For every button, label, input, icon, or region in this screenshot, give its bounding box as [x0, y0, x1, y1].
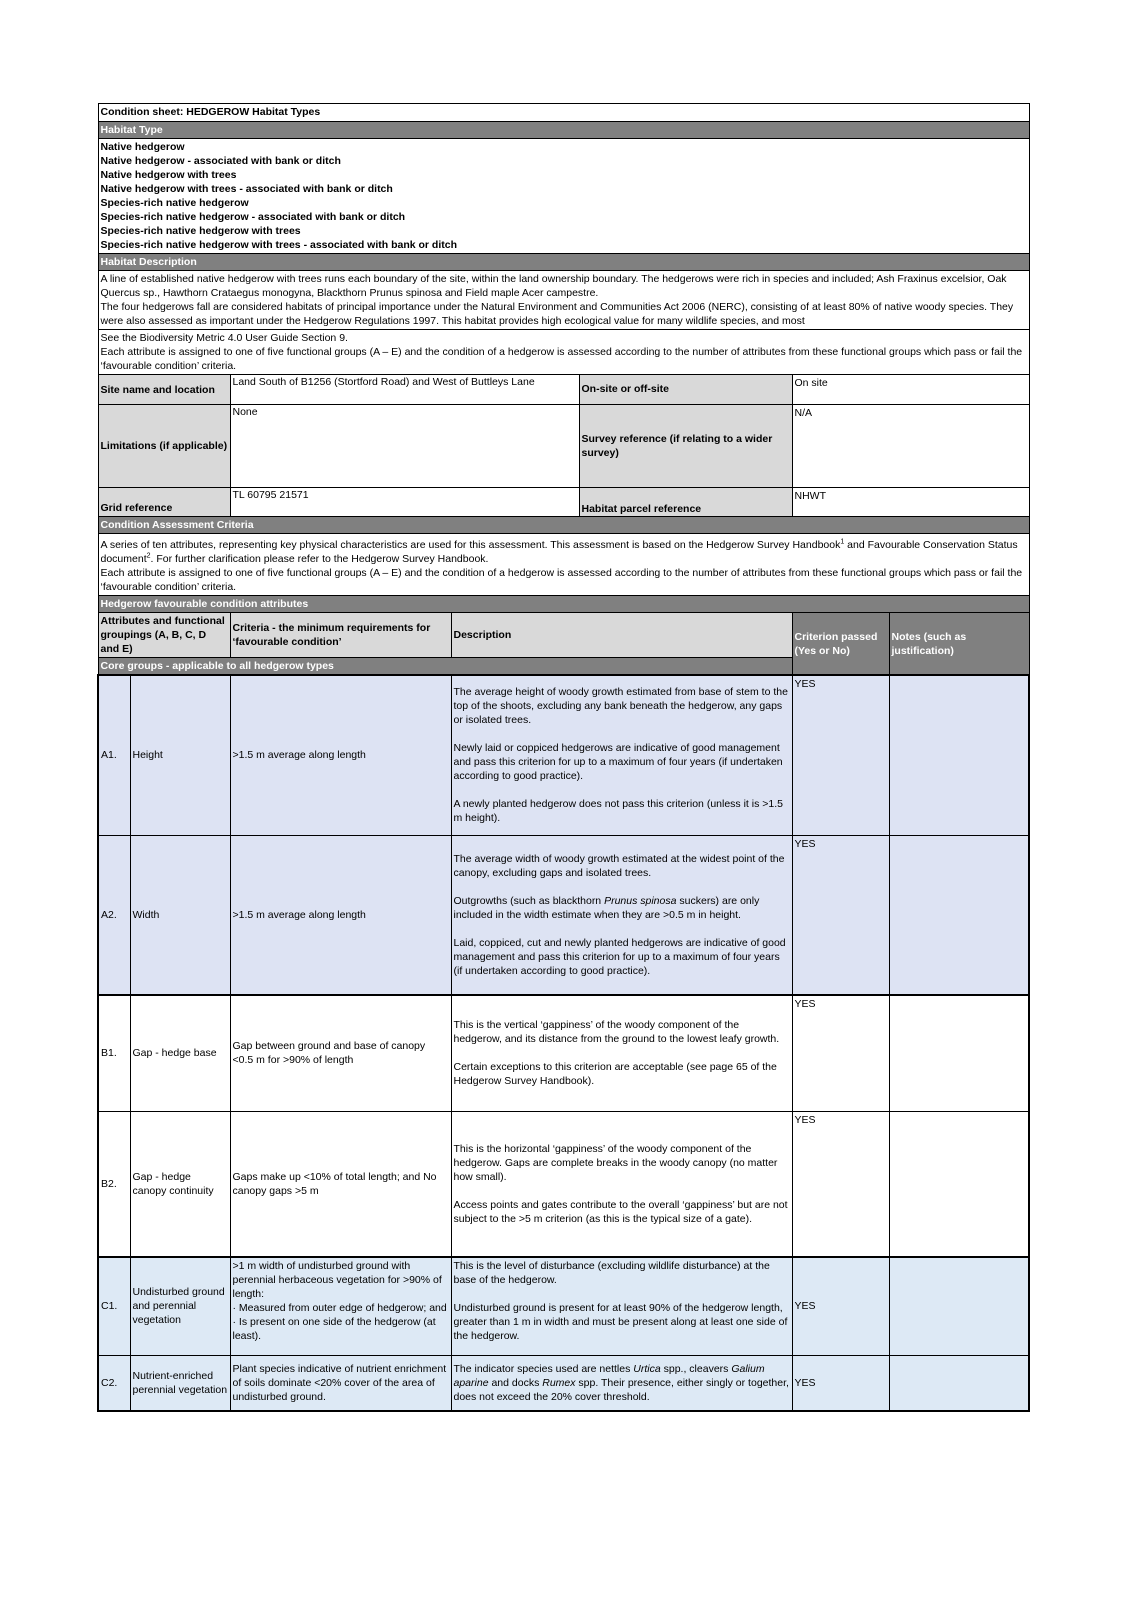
limitations-label: Limitations (if applicable): [98, 405, 230, 488]
survey-ref-label: Survey reference (if relating to a wider survey): [579, 405, 792, 487]
habitat-type-item: Species-rich native hedgerow with trees - associated with bank or ditch: [100, 239, 458, 251]
onsite-value: On site: [792, 375, 1029, 405]
habitat-type-item: Species-rich native hedgerow - associated with bank or ditch: [100, 211, 406, 223]
attr-criteria: Plant species indicative of nutrient enrichment of soils dominate <20% cover of the area of undisturbed ground.: [230, 1355, 451, 1411]
attr-name: Width: [130, 835, 230, 995]
attr-notes[interactable]: [889, 1257, 1029, 1355]
grid-reference-value: TL 60795 21571: [232, 489, 309, 501]
guide-paragraph: See the Biodiversity Metric 4.0 User Guide Section 9.: [100, 332, 348, 344]
habitat-description-text: [98, 271, 1029, 330]
guide-paragraph: Each attribute is assigned to one of five functional groups (A – E) and the condition of a hedgerow is assessed according to the number of attributes from these functional groups which pass or fail the ‘favourable condition’ criteria.: [100, 346, 1023, 372]
user-guide-note: [98, 330, 1029, 375]
desc-paragraph: This is the horizontal ‘gappiness’ of the woody component of the hedgerow. Gaps are complete breaks in the woody canopy (no matter how small).: [453, 1142, 778, 1183]
col-description: Description: [451, 613, 792, 658]
criteria-text-part: A series of ten attributes, representing key physical characteristics are used for this assessment. This assessment is based on the Hedgerow Survey Handbook: [100, 539, 841, 551]
desc-paragraph: Access points and gates contribute to the overall ‘gappiness’ but are not subject to the >5 m criterion (as this is the typical size of a gate).: [453, 1198, 788, 1225]
habitat-type-item: Species-rich native hedgerow with trees: [100, 225, 301, 237]
desc-paragraph: The average width of woody growth estimated at the widest point of the canopy, excluding gaps and isolated trees.: [453, 852, 785, 879]
parcel-reference-value: NHWT: [792, 488, 1029, 517]
attr-passed[interactable]: YES: [792, 675, 889, 835]
attr-description: [451, 995, 792, 1111]
criteria-paragraph: [101, 538, 1027, 566]
habitat-type-item: Species-rich native hedgerow: [100, 197, 249, 209]
attr-notes[interactable]: [889, 995, 1029, 1111]
desc-paragraph: A newly planted hedgerow does not pass this criterion (unless it is >1.5 m height).: [453, 798, 783, 825]
attr-code: A2.: [98, 835, 130, 995]
attr-notes[interactable]: [889, 1355, 1029, 1411]
attr-code: B1.: [98, 995, 130, 1111]
attr-name: Height: [130, 675, 230, 835]
condition-table: [97, 103, 1030, 1412]
attr-criteria: >1.5 m average along length: [230, 835, 451, 995]
attr-notes[interactable]: [889, 1111, 1029, 1257]
criteria-header: Condition Assessment Criteria: [98, 517, 1029, 534]
attr-criteria: Gaps make up <10% of total length; and No canopy gaps >5 m: [230, 1111, 451, 1257]
attr-passed[interactable]: YES: [792, 1355, 889, 1411]
attr-description: [451, 835, 792, 995]
grid-row: [230, 488, 792, 517]
attributes-header: Hedgerow favourable condition attributes: [98, 596, 1029, 613]
attr-name: Gap - hedge base: [130, 995, 230, 1111]
habitat-type-header: Habitat Type: [98, 122, 1029, 139]
attr-notes[interactable]: [889, 835, 1029, 995]
habitat-type-list: [98, 139, 1029, 254]
col-attributes: Attributes and functional groupings (A, B, C, D and E): [98, 613, 230, 658]
desc-paragraph: Outgrowths (such as blackthorn Prunus spinosa suckers) are only included in the width estimate when they are >0.5 m in height.: [453, 894, 760, 921]
attr-description: [451, 1257, 792, 1355]
attr-passed[interactable]: YES: [792, 1111, 889, 1257]
criteria-text: [98, 534, 1029, 596]
description-paragraph: A line of established native hedgerow with trees runs each boundary of the site, within the land ownership boundary. The hedgerows were rich in species and included; Ash Fraxinus excelsior, Oak Quercus sp., Hawthorn Crataegus monogyna, Blackthorn Prunus spinosa and Field maple Acer campestre.: [100, 273, 1007, 299]
desc-paragraph: This is the vertical ‘gappiness’ of the woody component of the hedgerow, and its distance from the ground to the lowest leafy growth.: [453, 1019, 780, 1046]
limitations-value: None: [232, 406, 258, 418]
grid-reference-label: Grid reference: [98, 488, 230, 517]
attr-code: A1.: [98, 675, 130, 835]
attr-passed[interactable]: YES: [792, 995, 889, 1111]
attr-criteria: >1 m width of undisturbed ground with perennial herbaceous vegetation for >90% of length: · Measured from outer edge of hedgerow; and · Is present on one side of the hedgerow (at least).: [230, 1257, 451, 1355]
attr-description: [451, 1111, 792, 1257]
col-criteria: Criteria - the minimum requirements for ‘favourable condition’: [230, 613, 451, 658]
habitat-type-item: Native hedgerow with trees: [100, 169, 237, 181]
attr-passed[interactable]: YES: [792, 1257, 889, 1355]
condition-sheet: [97, 103, 1028, 1412]
desc-paragraph: Certain exceptions to this criterion are acceptable (see page 65 of the Hedgerow Survey Handbook).: [453, 1061, 777, 1088]
habitat-type-item: Native hedgerow - associated with bank or ditch: [100, 155, 341, 167]
habitat-type-item: Native hedgerow: [100, 141, 185, 153]
habitat-type-item: Native hedgerow with trees - associated with bank or ditch: [100, 183, 393, 195]
attr-description: [451, 675, 792, 835]
attr-name: Undisturbed ground and perennial vegetation: [130, 1257, 230, 1355]
desc-paragraph: Newly laid or coppiced hedgerows are indicative of good management and pass this criterion for up to a maximum of four years (if undertaken according to good practice).: [453, 742, 783, 783]
habitat-description-header: Habitat Description: [98, 254, 1029, 271]
attr-code: C2.: [98, 1355, 130, 1411]
desc-paragraph: The indicator species used are nettles Urtica spp., cleavers Galium aparine and docks Rumex spp. Their presence, either singly or together, does not exceed the 20% cover threshold.: [453, 1362, 789, 1403]
attr-criteria: >1.5 m average along length: [230, 675, 451, 835]
site-name-text: Land South of B1256 (Stortford Road) and West of Buttleys Lane: [232, 376, 535, 388]
col-notes: Notes (such as justification): [889, 613, 1029, 676]
footnote-ref: 1: [840, 538, 845, 546]
site-name-value: [230, 375, 792, 405]
criteria-text-part: . For further clarification please refer to the Hedgerow Survey Handbook.: [150, 553, 489, 565]
desc-paragraph: The average height of woody growth estimated from base of stem to the top of the shoots, excluding any bank beneath the hedgerow, any gaps or isolated trees.: [453, 686, 788, 727]
survey-ref-value: N/A: [792, 405, 1029, 488]
attr-passed[interactable]: YES: [792, 835, 889, 995]
attr-code: B2.: [98, 1111, 130, 1257]
description-paragraph: The four hedgerows fall are considered habitats of principal importance under the Natural Environment and Communities Act 2006 (NERC), consisting of at least 80% of native woody species. They were also assessed as important under the Hedgerow Regulations 1997. This habitat provides high ecological value for many wildlife species, and most: [100, 301, 1014, 327]
criteria-text-part: and Favourable Conservation Status document: [100, 539, 1018, 565]
attr-notes[interactable]: [889, 675, 1029, 835]
parcel-reference-label: Habitat parcel reference: [579, 488, 792, 516]
attr-code: C1.: [98, 1257, 130, 1355]
attr-name: Gap - hedge canopy continuity: [130, 1111, 230, 1257]
criteria-paragraph: Each attribute is assigned to one of five functional groups (A – E) and the condition of a hedgerow is assessed according to the number of attributes from these functional groups which pass or fail the ‘favourable condition’ criteria.: [100, 567, 1023, 593]
desc-paragraph: Undisturbed ground is present for at least 90% of the hedgerow length, greater than 1 m in width and must be present along at least one side of the hedgerow.: [453, 1302, 788, 1342]
limitations-row: [230, 405, 792, 488]
attr-description: [451, 1355, 792, 1411]
site-name-label: Site name and location: [98, 375, 230, 405]
onsite-label: On-site or off-site: [579, 375, 792, 404]
footnote-ref: 2: [146, 552, 151, 560]
core-groups-header: Core groups - applicable to all hedgerow types: [98, 658, 792, 676]
desc-paragraph: Laid, coppiced, cut and newly planted hedgerows are indicative of good management and pass this criterion for up to a maximum of four years (if undertaken according to good practice).: [453, 936, 786, 977]
desc-paragraph: This is the level of disturbance (excluding wildlife disturbance) at the base of the hedgerow.: [453, 1260, 770, 1286]
attr-name: Nutrient-enriched perennial vegetation: [130, 1355, 230, 1411]
sheet-title: Condition sheet: HEDGEROW Habitat Types: [98, 104, 1029, 122]
attr-criteria: Gap between ground and base of canopy <0.5 m for >90% of length: [230, 995, 451, 1111]
col-passed: Criterion passed (Yes or No): [792, 613, 889, 676]
